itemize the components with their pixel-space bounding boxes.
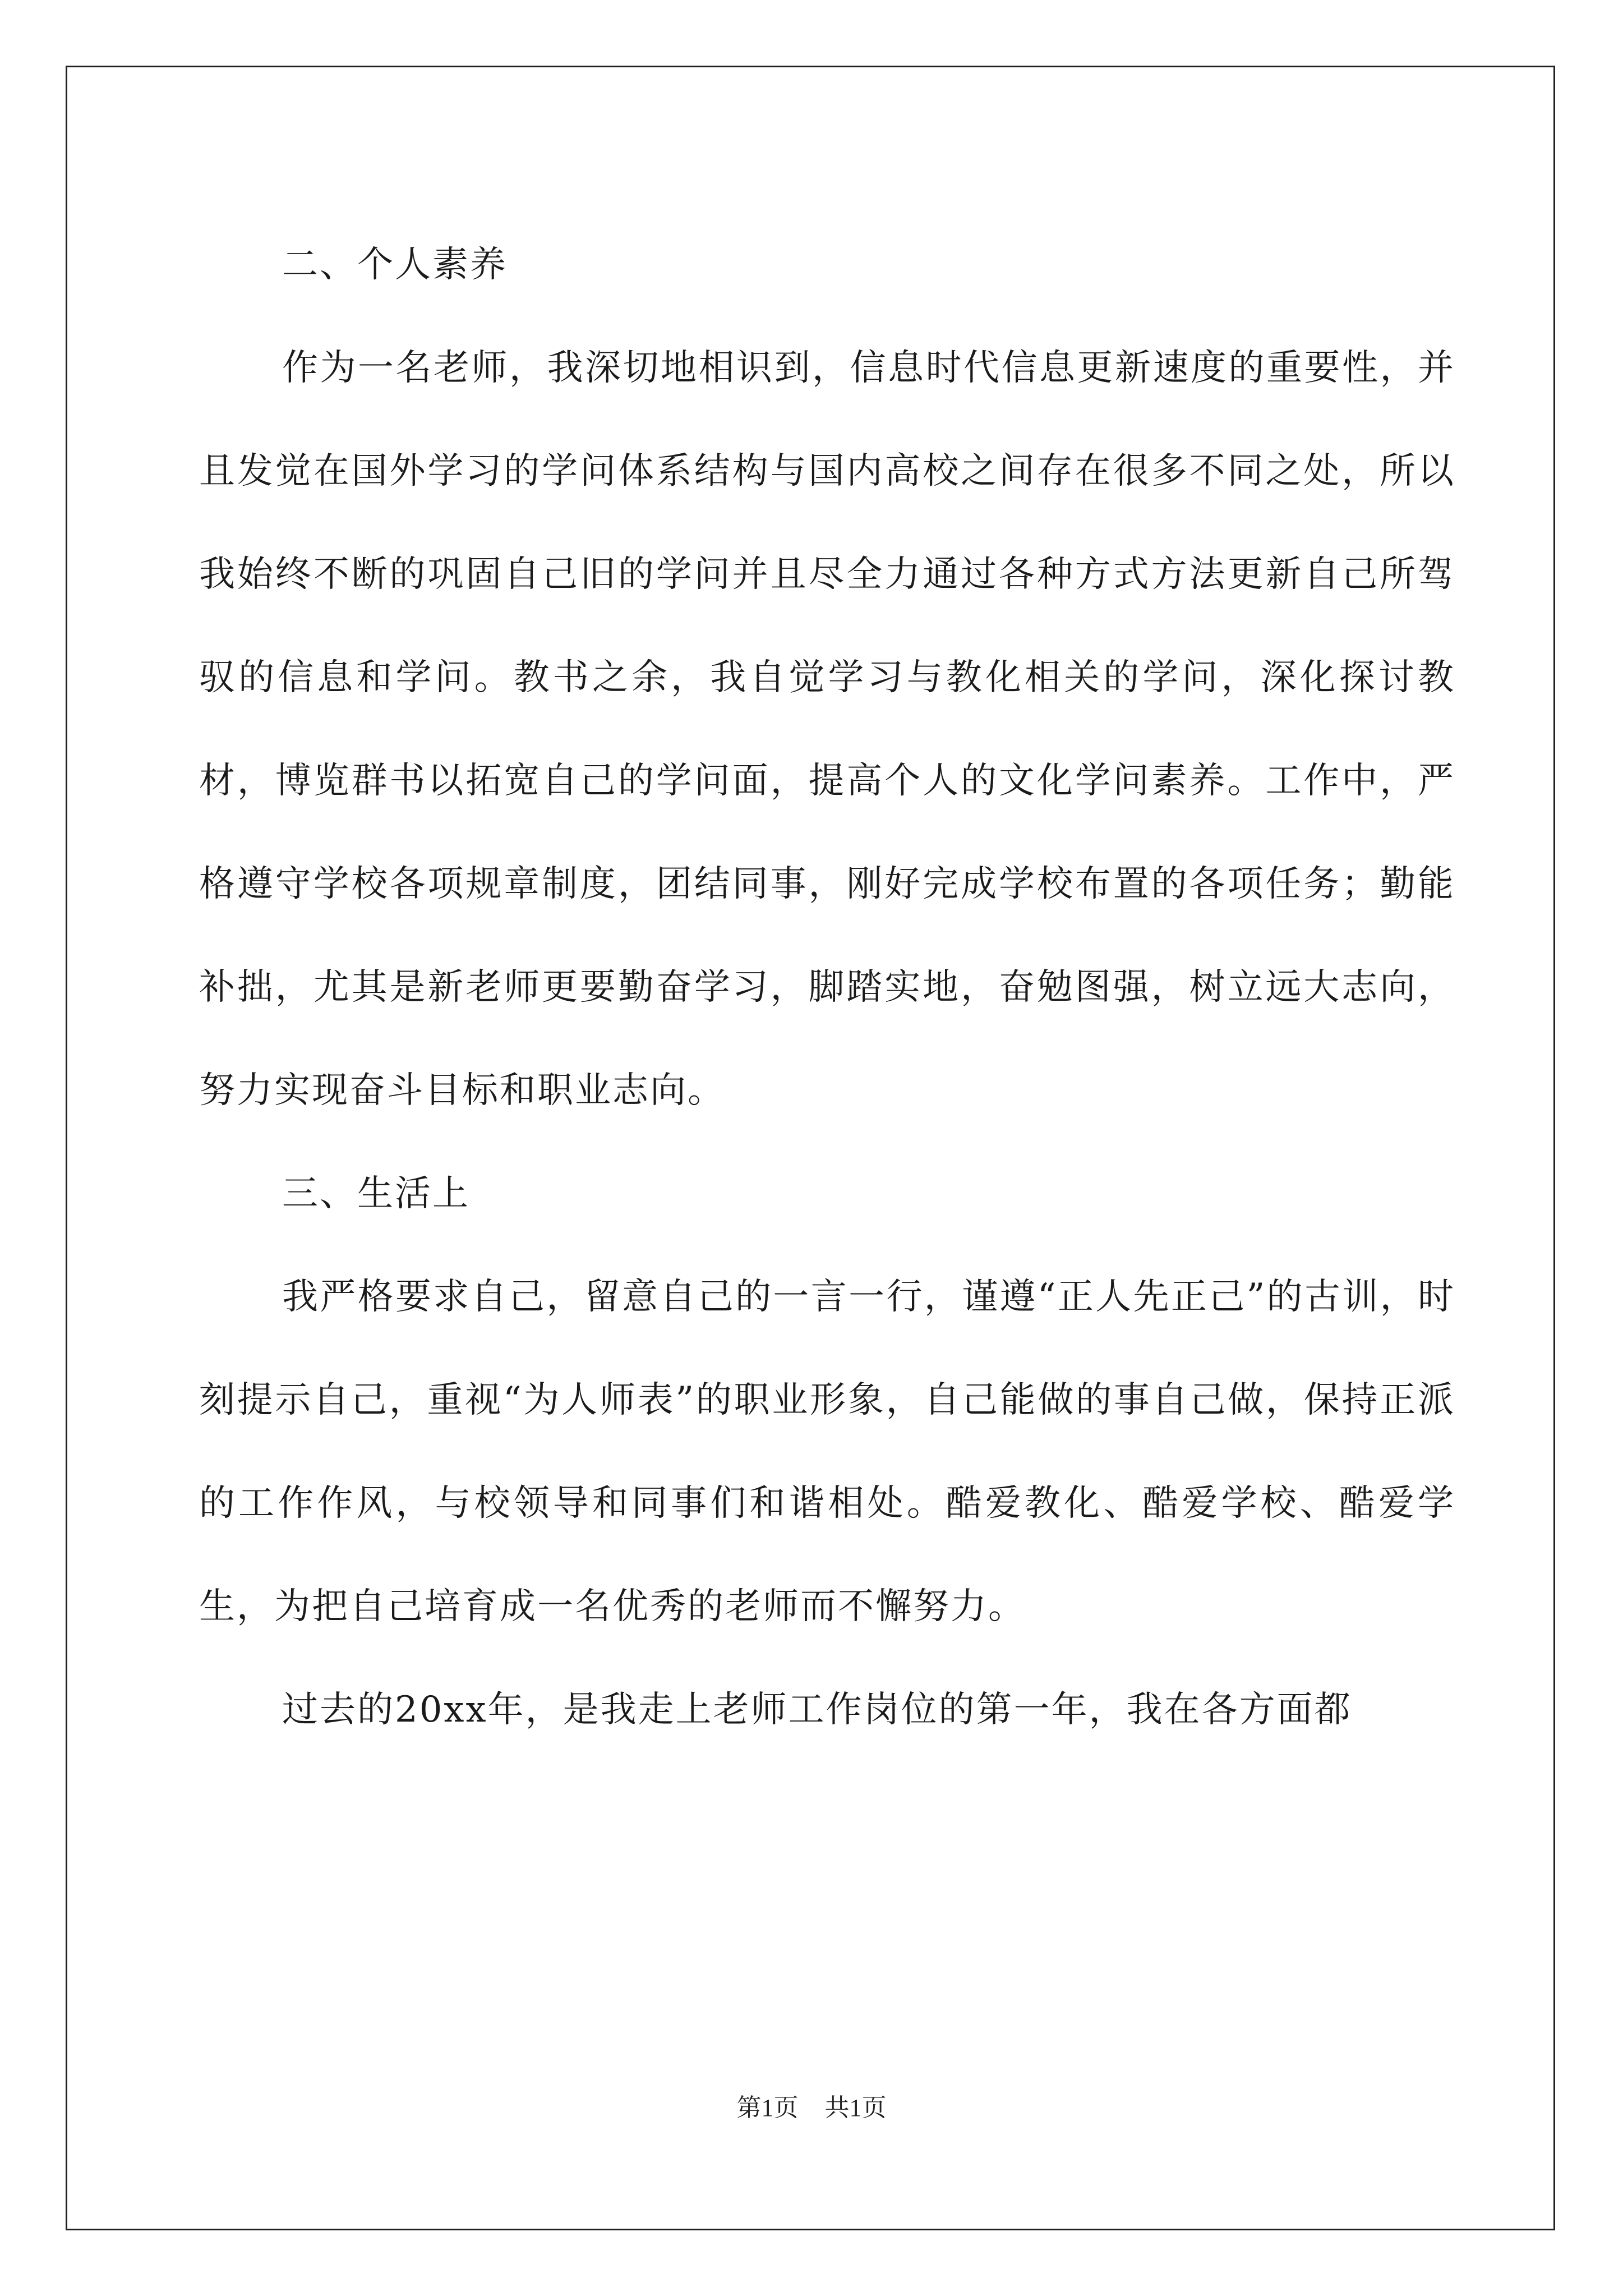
page-footer (0, 2091, 1623, 2125)
document-body (199, 213, 1455, 1761)
section-heading-personal-quality: 二、个人素养 (282, 244, 508, 286)
page-number-total: 共1页 (824, 2094, 887, 2122)
section-heading-life: 三、生活上 (282, 1173, 470, 1214)
page-number-current: 第1页 (736, 2094, 799, 2122)
paragraph-life: 我严格要求自己，留意自己的一言一行，谨遵“正人先正己”的古训，时刻提示自己，重视“为人师表”的职业形象，自己能做的事自己做，保持正派的工作作风，与校领导和同事们和谐相处。酷爱教化、酷爱学校、酷爱学生，为把自己培育成一名优秀的老师而不懈努力。 (199, 1276, 1455, 1627)
paragraph-summary: 过去的20xx年，是我走上老师工作岗位的第一年，我在各方面都 (282, 1689, 1352, 1731)
paragraph-personal-quality: 作为一名老师，我深切地相识到，信息时代信息更新速度的重要性，并且发觉在国外学习的学问体系结构与国内高校之间存在很多不同之处，所以我始终不断的巩固自己旧的学问并且尽全力通过各种方式方法更新自己所驾驭的信息和学问。教书之余，我自觉学习与教化相关的学问，深化探讨教材，博览群书以拓宽自己的学问面，提高个人的文化学问素养。工作中，严格遵守学校各项规章制度，团结同事，刚好完成学校布置的各项任务；勤能补拙，尤其是新老师更要勤奋学习，脚踏实地，奋勉图强，树立远大志向，努力实现奋斗目标和职业志向。 (199, 347, 1455, 1111)
